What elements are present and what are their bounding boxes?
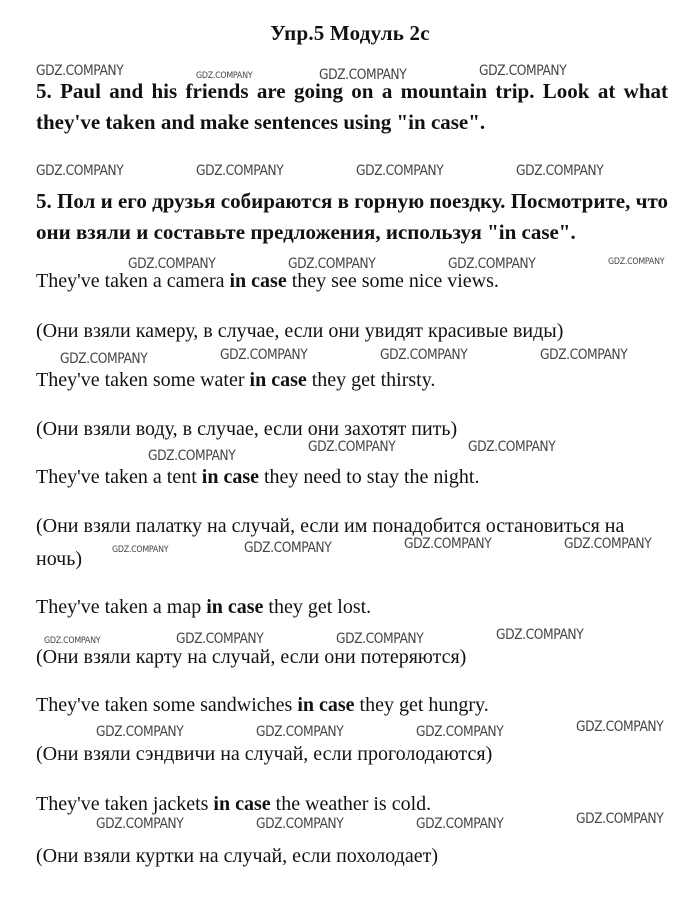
keyword-in-case: in case [229, 270, 287, 292]
watermark: GDZ.COMPANY [576, 719, 664, 735]
keyword-in-case: in case [249, 369, 307, 391]
watermark: GDZ.COMPANY [148, 448, 236, 464]
keyword-in-case: in case [206, 596, 264, 618]
sentence-text: They've taken a camera [36, 270, 230, 292]
watermark: GDZ.COMPANY [36, 163, 124, 179]
answer-sentence-en [36, 464, 676, 490]
sentence-text: They've taken a map [36, 596, 207, 618]
watermark: GDZ.COMPANY [60, 351, 148, 367]
sentence-text: They've taken some water [36, 369, 250, 391]
answer-translation-ru: (Они взяли палатку на случай, если им понадобится остановиться на ночь) [36, 515, 625, 570]
watermark: GDZ.COMPANY [256, 816, 344, 832]
watermark: GDZ.COMPANY [448, 256, 536, 272]
watermark: GDZ.COMPANY [564, 536, 652, 552]
watermark: GDZ.COMPANY [496, 627, 584, 643]
watermark: GDZ.COMPANY [44, 636, 101, 646]
watermark: GDZ.COMPANY [336, 631, 424, 647]
sentence-text: They've taken some sandwiches [36, 694, 298, 716]
keyword-in-case: in case [297, 694, 355, 716]
watermark: GDZ.COMPANY [96, 724, 184, 740]
answer-sentence-en [36, 692, 676, 718]
keyword-in-case: in case [213, 793, 271, 815]
watermark: GDZ.COMPANY [220, 347, 308, 363]
watermark: GDZ.COMPANY [576, 811, 664, 827]
watermark: GDZ.COMPANY [479, 63, 567, 79]
sentence-text: they get lost. [263, 596, 372, 618]
watermark: GDZ.COMPANY [96, 816, 184, 832]
sentence-text: the weather is cold. [270, 793, 432, 815]
sentence-text: They've taken a tent [36, 466, 202, 488]
watermark: GDZ.COMPANY [356, 163, 444, 179]
sentence-text: they get thirsty. [306, 369, 436, 391]
sentence-text: They've taken jackets [36, 793, 214, 815]
keyword-in-case: in case [201, 466, 259, 488]
watermark: GDZ.COMPANY [256, 724, 344, 740]
watermark: GDZ.COMPANY [288, 256, 376, 272]
watermark: GDZ.COMPANY [244, 540, 332, 556]
watermark: GDZ.COMPANY [36, 63, 124, 79]
watermark: GDZ.COMPANY [416, 816, 504, 832]
watermark: GDZ.COMPANY [128, 256, 216, 272]
watermark: GDZ.COMPANY [176, 631, 264, 647]
watermark: GDZ.COMPANY [308, 439, 396, 455]
sentence-text: they need to stay the night. [258, 466, 480, 488]
watermark: GDZ.COMPANY [112, 545, 169, 555]
answer-translation-ru: (Они взяли воду, в случае, если они захотят пить) [36, 418, 458, 440]
watermark: GDZ.COMPANY [608, 257, 665, 267]
answer-translation-ru: (Они взяли куртки на случай, если похолодает) [36, 845, 438, 867]
page-title: Упр.5 Модуль 2с [270, 21, 430, 45]
watermark: GDZ.COMPANY [196, 71, 253, 81]
watermark: GDZ.COMPANY [380, 347, 468, 363]
watermark: GDZ.COMPANY [196, 163, 284, 179]
answer-sentence-en [36, 367, 676, 393]
sentence-text: they see some nice views. [286, 270, 499, 292]
task-statement-en: 5. Paul and his friends are going on a mountain trip. Look at what they've taken and make sentences using "in case". [36, 79, 668, 134]
watermark: GDZ.COMPANY [319, 67, 407, 83]
watermark: GDZ.COMPANY [416, 724, 504, 740]
answer-translation-ru: (Они взяли камеру, в случае, если они увидят красивые виды) [36, 320, 564, 342]
answer-translation-ru: (Они взяли сэндвичи на случай, если проголодаются) [36, 743, 493, 765]
answer-translation-ru: (Они взяли карту на случай, если они потеряются) [36, 646, 467, 668]
watermark: GDZ.COMPANY [404, 536, 492, 552]
watermark: GDZ.COMPANY [540, 347, 628, 363]
answer-sentence-en [36, 594, 676, 620]
sentence-text: they get hungry. [354, 694, 489, 716]
watermark: GDZ.COMPANY [516, 163, 604, 179]
task-statement-ru: 5. Пол и его друзья собираются в горную поездку. Посмотрите, что они взяли и составьте предложения, используя "in case". [36, 189, 668, 244]
watermark: GDZ.COMPANY [468, 439, 556, 455]
